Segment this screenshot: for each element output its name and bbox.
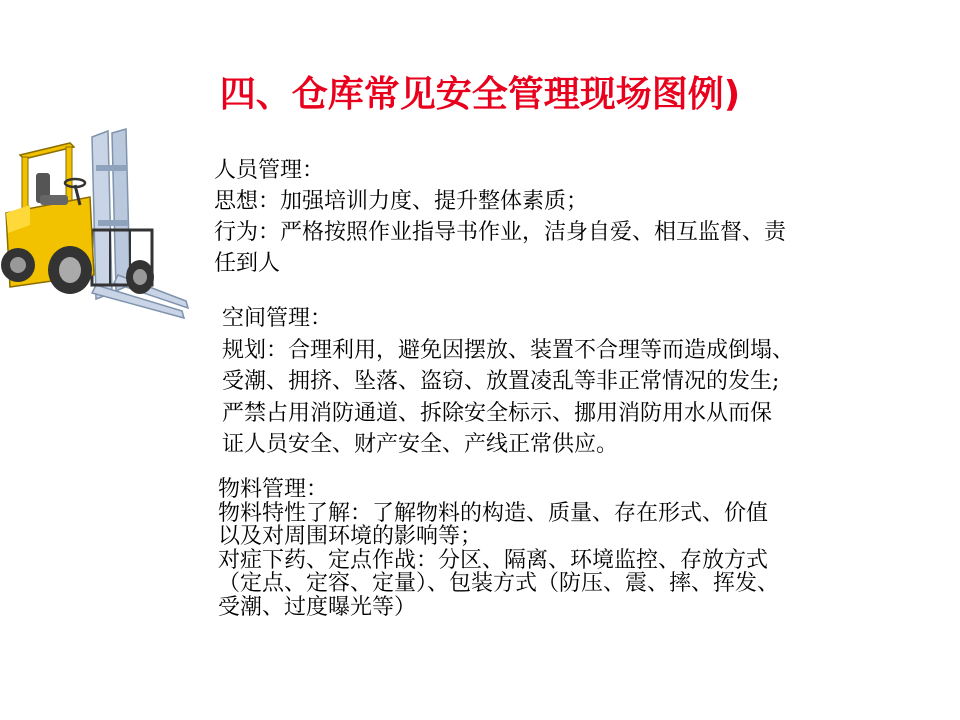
section-line: 以及对周围环境的影响等； [218, 524, 483, 549]
slide-title: 四、仓库常见安全管理现场图例) [219, 74, 741, 115]
section-line: 严禁占用消防通道、拆除安全标示、挪用消防用水从而保 [222, 400, 773, 426]
section-line: 受潮、拥挤、坠落、盗窃、放置凌乱等非正常情况的发生; [222, 369, 780, 394]
section-line: 任到人 [214, 251, 281, 276]
section-line: 受潮、过度曝光等） [218, 594, 417, 620]
section-line: 对症下药、定点作战：分区、隔离、环境监控、存放方式 [218, 547, 769, 573]
section-heading: 人员管理： [214, 158, 325, 183]
section-line: 规划：合理利用，避免因摆放、装置不合理等而造成倒塌、 [222, 337, 795, 363]
forklift-image [0, 125, 190, 325]
section-line: （定点、定容、定量）、包装方式（防压、震、摔、挥发、 [218, 571, 780, 596]
section-line: 思想：加强培训力度、提升整体素质； [214, 189, 589, 214]
section-line: 物料特性了解：了解物料的构造、质量、存在形式、价值 [218, 500, 769, 526]
section-line: 证人员安全、财产安全、产线正常供应。 [222, 432, 619, 457]
section-line: 行为：严格按照作业指导书作业，洁身自爱、相互监督、责 [214, 220, 787, 245]
section-heading: 物料管理： [218, 477, 329, 502]
personnel-management-section [214, 155, 786, 279]
material-management-section [218, 478, 779, 619]
section-heading: 空间管理： [222, 306, 333, 331]
space-management-section [222, 303, 794, 461]
